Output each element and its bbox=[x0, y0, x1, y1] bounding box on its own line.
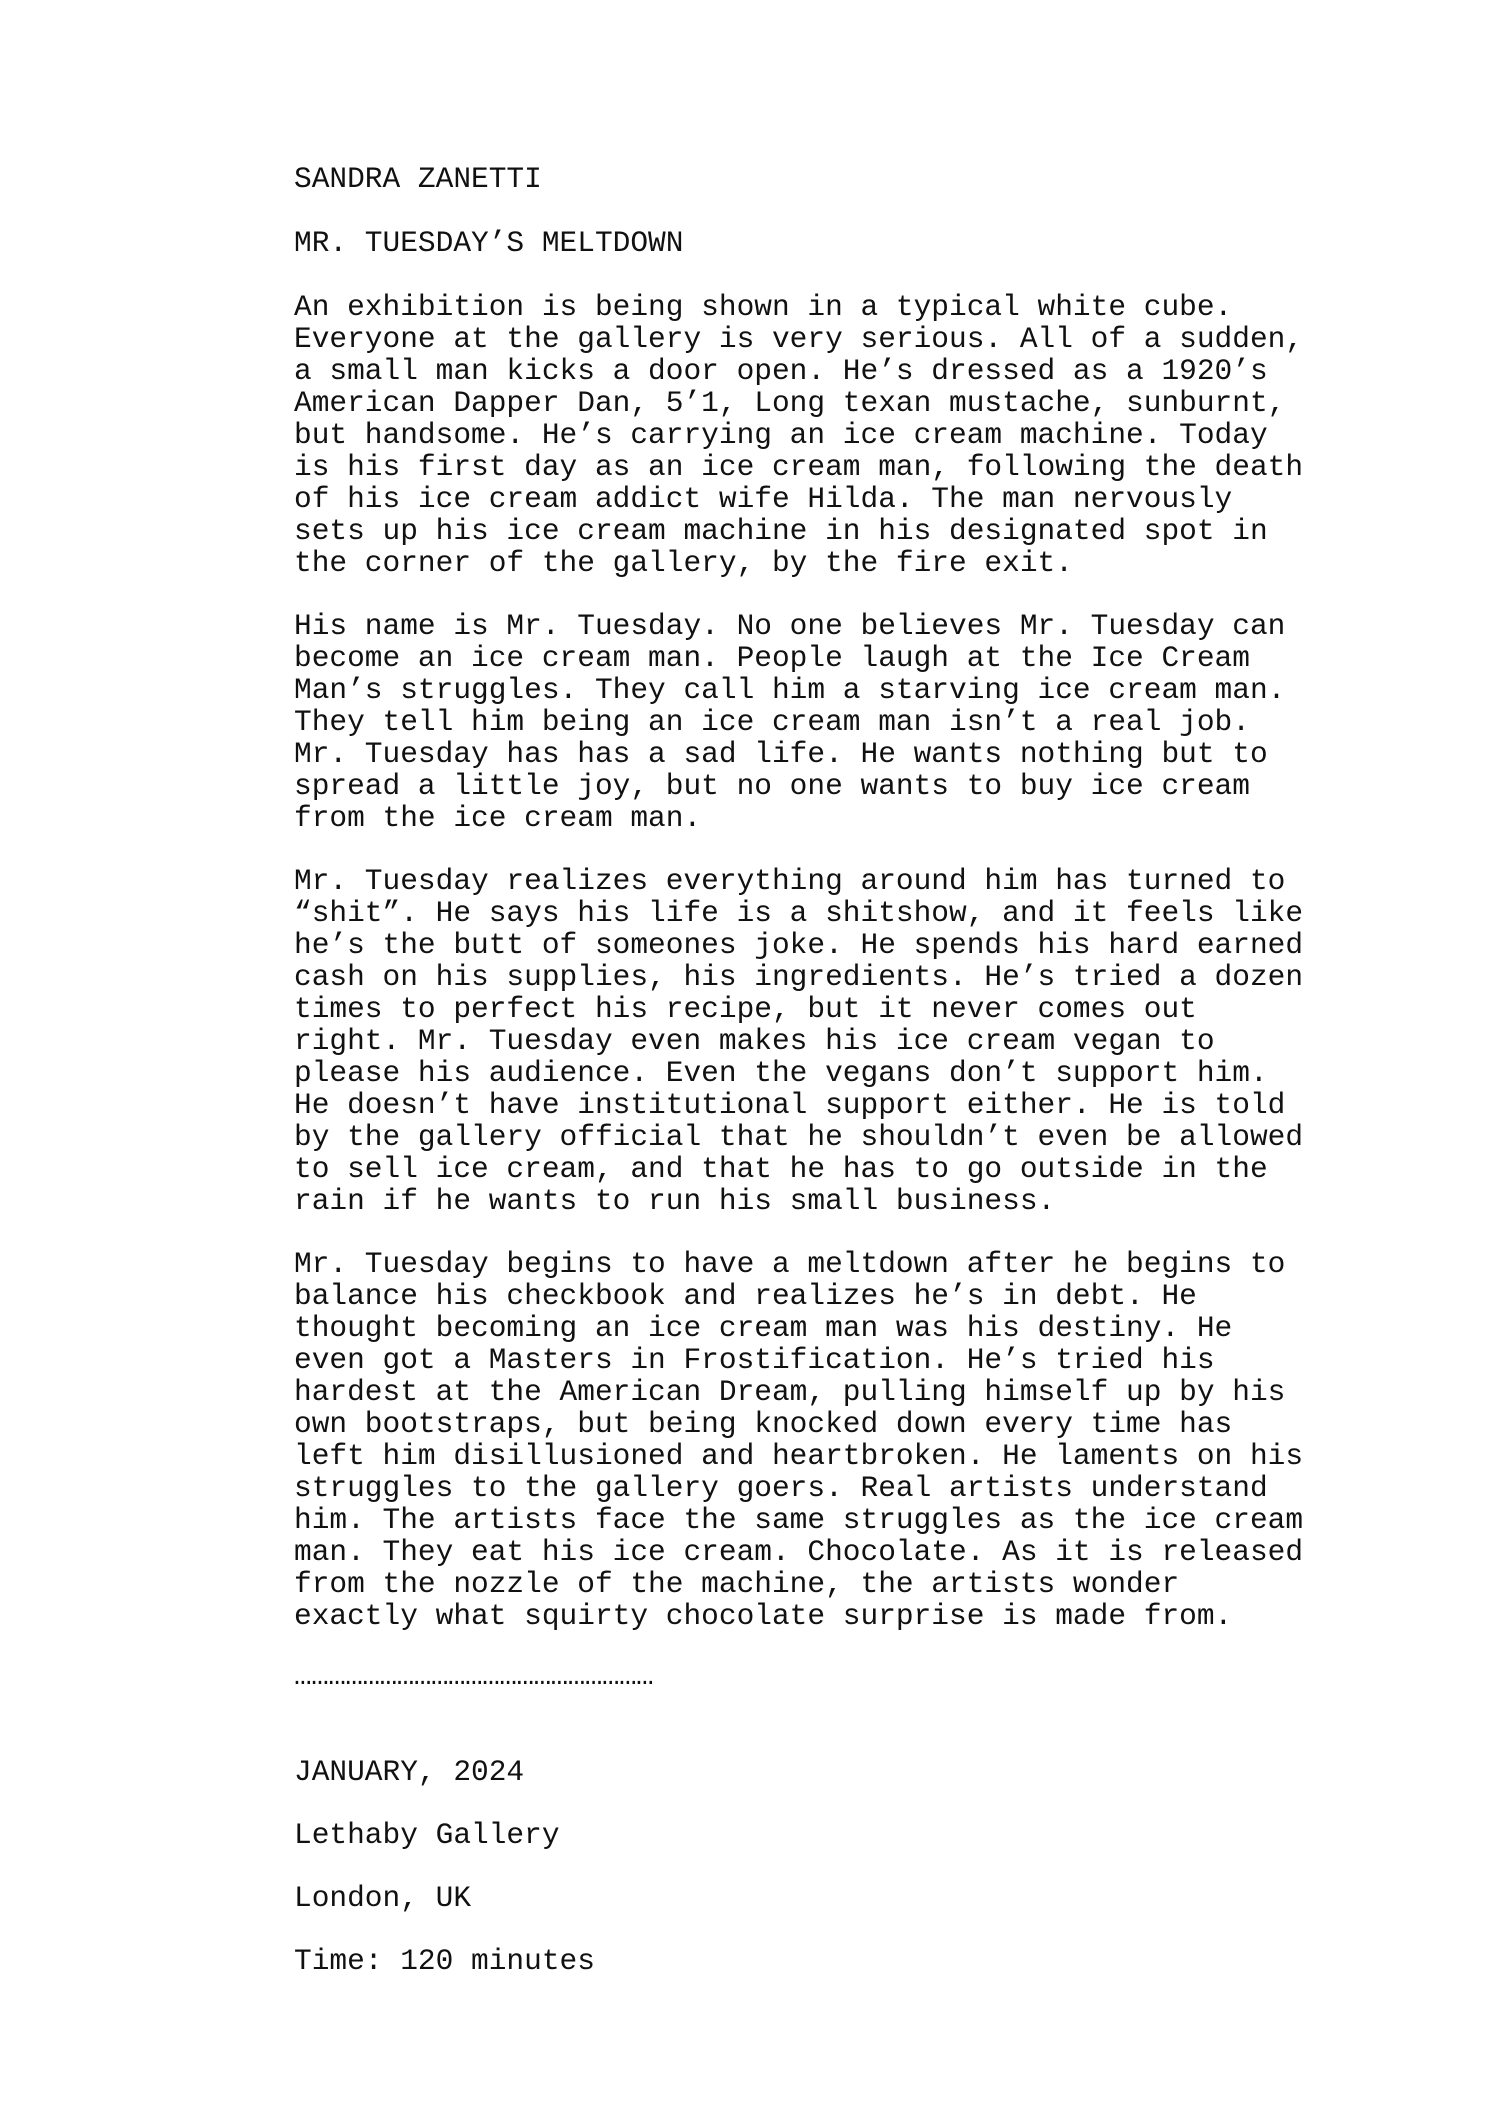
paragraph-line: times to perfect his recipe, but it never comes out bbox=[294, 992, 1197, 1026]
paragraph-line: man. They eat his ice cream. Chocolate. As it is released bbox=[294, 1535, 1304, 1569]
event-location: London, UK bbox=[294, 1881, 472, 1915]
paragraph bbox=[294, 1248, 1374, 1632]
paragraph-line: to sell ice cream, and that he has to go outside in the bbox=[294, 1152, 1268, 1186]
paragraph-line: right. Mr. Tuesday even makes his ice cream vegan to bbox=[294, 1024, 1215, 1058]
paragraph-line: spread a little joy, but no one wants to buy ice cream bbox=[294, 769, 1250, 803]
paragraph-line: even got a Masters in Frostification. He’s tried his bbox=[294, 1343, 1215, 1377]
paragraph-line: Mr. Tuesday has has a sad life. He wants nothing but to bbox=[294, 737, 1268, 771]
paragraph-line: from the ice cream man. bbox=[294, 801, 702, 835]
body-text bbox=[294, 291, 1374, 1632]
paragraph-line: rain if he wants to run his small business. bbox=[294, 1184, 1056, 1218]
paragraph-line: balance his checkbook and realizes he’s in debt. He bbox=[294, 1279, 1197, 1313]
event-duration: Time: 120 minutes bbox=[294, 1944, 595, 1978]
paragraph-line: left him disillusioned and heartbroken. He laments on his bbox=[294, 1439, 1304, 1473]
paragraph-line: but handsome. He’s carrying an ice cream machine. Today bbox=[294, 418, 1268, 452]
document-page bbox=[294, 163, 1374, 1977]
paragraph-line: please his audience. Even the vegans don’t support him. bbox=[294, 1056, 1268, 1090]
paragraph-line: thought becoming an ice cream man was his destiny. He bbox=[294, 1311, 1233, 1345]
paragraph-line: become an ice cream man. People laugh at the Ice Cream bbox=[294, 641, 1250, 675]
paragraph-line: “shit”. He says his life is a shitshow, and it feels like bbox=[294, 896, 1304, 930]
paragraph-line: Mr. Tuesday begins to have a meltdown after he begins to bbox=[294, 1247, 1286, 1281]
paragraph bbox=[294, 610, 1374, 834]
paragraph-line: the corner of the gallery, by the fire exit. bbox=[294, 546, 1073, 580]
paragraph-line: He doesn’t have institutional support either. He is told bbox=[294, 1088, 1286, 1122]
paragraph-line: Everyone at the gallery is very serious. All of a sudden, bbox=[294, 322, 1304, 356]
paragraph-line: hardest at the American Dream, pulling himself up by his bbox=[294, 1375, 1286, 1409]
event-venue: Lethaby Gallery bbox=[294, 1818, 560, 1852]
paragraph-line: own bootstraps, but being knocked down every time has bbox=[294, 1407, 1233, 1441]
separator-line: ……………………………………………………… bbox=[294, 1659, 654, 1693]
paragraph-line: from the nozzle of the machine, the artists wonder bbox=[294, 1567, 1180, 1601]
paragraph-line: of his ice cream addict wife Hilda. The man nervously bbox=[294, 482, 1233, 516]
document-title: MR. TUESDAY’S MELTDOWN bbox=[294, 226, 684, 260]
paragraph-line: cash on his supplies, his ingredients. He’s tried a dozen bbox=[294, 960, 1304, 994]
paragraph-line: him. The artists face the same struggles as the ice cream bbox=[294, 1503, 1304, 1537]
paragraph-line: by the gallery official that he shouldn’t even be allowed bbox=[294, 1120, 1304, 1154]
paragraph-line: American Dapper Dan, 5’1, Long texan mustache, sunburnt, bbox=[294, 386, 1286, 420]
paragraph-line: They tell him being an ice cream man isn’t a real job. bbox=[294, 705, 1250, 739]
paragraph bbox=[294, 865, 1374, 1217]
paragraph-line: An exhibition is being shown in a typical white cube. bbox=[294, 290, 1233, 324]
paragraph-line: exactly what squirty chocolate surprise is made from. bbox=[294, 1599, 1233, 1633]
paragraph-line: is his first day as an ice cream man, following the death bbox=[294, 450, 1304, 484]
paragraph-line: Mr. Tuesday realizes everything around him has turned to bbox=[294, 864, 1286, 898]
event-date: JANUARY, 2024 bbox=[294, 1755, 525, 1789]
paragraph-line: His name is Mr. Tuesday. No one believes Mr. Tuesday can bbox=[294, 609, 1286, 643]
paragraph-line: sets up his ice cream machine in his designated spot in bbox=[294, 514, 1268, 548]
paragraph-line: struggles to the gallery goers. Real artists understand bbox=[294, 1471, 1268, 1505]
paragraph-line: he’s the butt of someones joke. He spends his hard earned bbox=[294, 928, 1304, 962]
paragraph-line: a small man kicks a door open. He’s dressed as a 1920’s bbox=[294, 354, 1268, 388]
paragraph bbox=[294, 291, 1374, 579]
paragraph-line: Man’s struggles. They call him a starving ice cream man. bbox=[294, 673, 1286, 707]
author-name: SANDRA ZANETTI bbox=[294, 162, 542, 196]
